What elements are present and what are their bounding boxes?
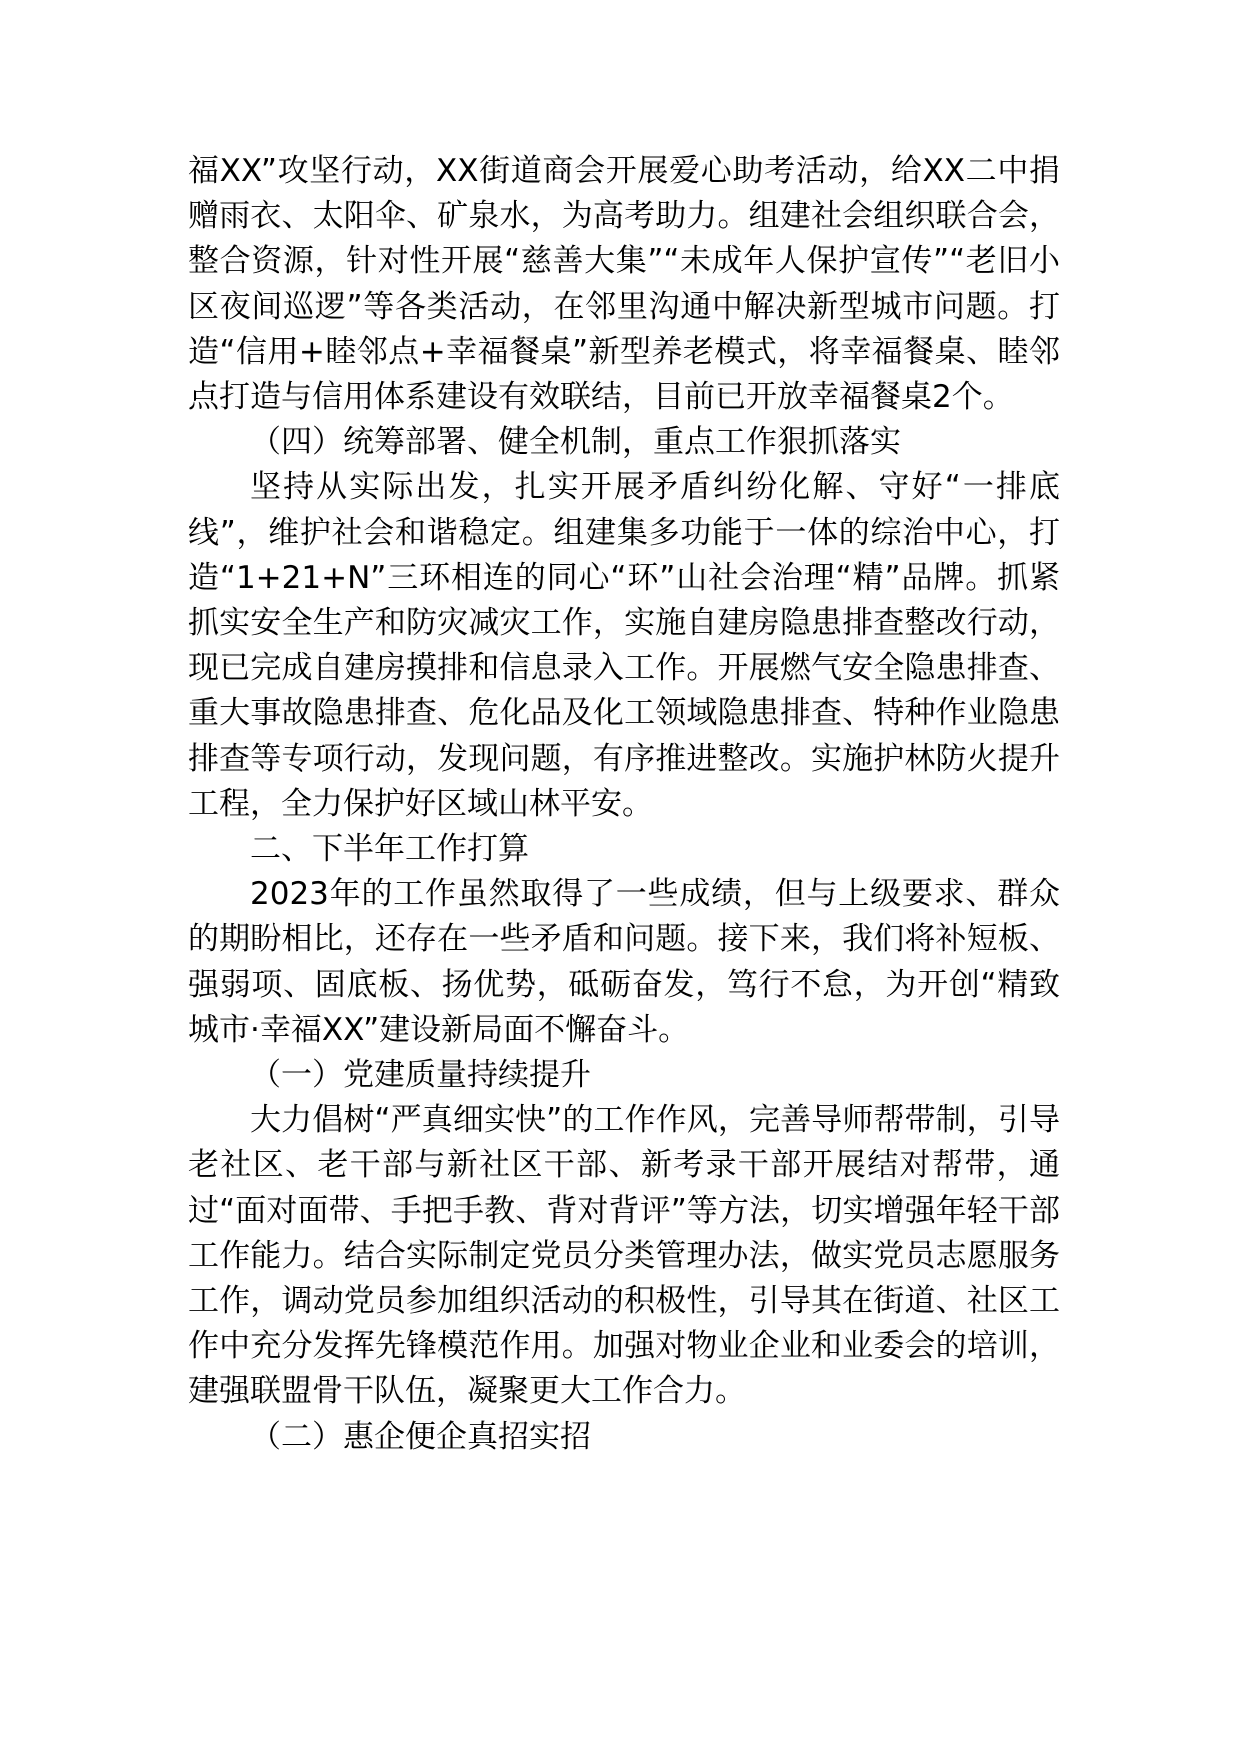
section-heading-1: （一）党建质量持续提升	[250, 1057, 591, 1094]
document-page	[188, 149, 1060, 1460]
section-heading-2: （二）惠企便企真招实招	[250, 1418, 591, 1455]
body-paragraph: 2023年的工作虽然取得了一些成绩，但与上级要求、群众的期盼相比，还存在一些矛盾和问题。接下来，我们将补短板、强弱项、固底板、扬优势，砥砺奋发，笃行不怠，为开创“精致城市·幸福XX”建设新局面不懈奋斗。	[188, 876, 1060, 1048]
chapter-heading-2: 二、下半年工作打算	[250, 831, 529, 868]
section-heading-4: （四）统筹部署、健全机制，重点工作狠抓落实	[250, 424, 901, 461]
body-paragraph: 坚持从实际出发，扎实开展矛盾纠纷化解、守好“一排底线”，维护社会和谐稳定。组建集多功能于一体的综治中心，打造“1+21+N”三环相连的同心“环”山社会治理“精”品牌。抓紧抓实安全生产和防灾减灾工作，实施自建房隐患排查整改行动，现已完成自建房摸排和信息录入工作。开展燃气安全隐患排查、重大事故隐患排查、危化品及化工领域隐患排查、特种作业隐患排查等专项行动，发现问题，有序推进整改。实施护林防火提升工程，全力保护好区域山林平安。	[188, 469, 1060, 822]
body-paragraph: 大力倡树“严真细实快”的工作作风，完善导师帮带制，引导老社区、老干部与新社区干部、新考录干部开展结对帮带，通过“面对面带、手把手教、背对背评”等方法，切实增强年轻干部工作能力。结合实际制定党员分类管理办法，做实党员志愿服务工作，调动党员参加组织活动的积极性，引导其在街道、社区工作中充分发挥先锋模范作用。加强对物业企业和业委会的培训，建强联盟骨干队伍，凝聚更大工作合力。	[188, 1102, 1060, 1410]
body-paragraph-continued: 福XX”攻坚行动，XX街道商会开展爱心助考活动，给XX二中捐赠雨衣、太阳伞、矿泉水，为高考助力。组建社会组织联合会，整合资源，针对性开展“慈善大集”“未成年人保护宣传”“老旧小区夜间巡逻”等各类活动，在邻里沟通中解决新型城市问题。打造“信用+睦邻点+幸福餐桌”新型养老模式，将幸福餐桌、睦邻点打造与信用体系建设有效联结，目前已开放幸福餐桌2个。	[188, 153, 1060, 416]
